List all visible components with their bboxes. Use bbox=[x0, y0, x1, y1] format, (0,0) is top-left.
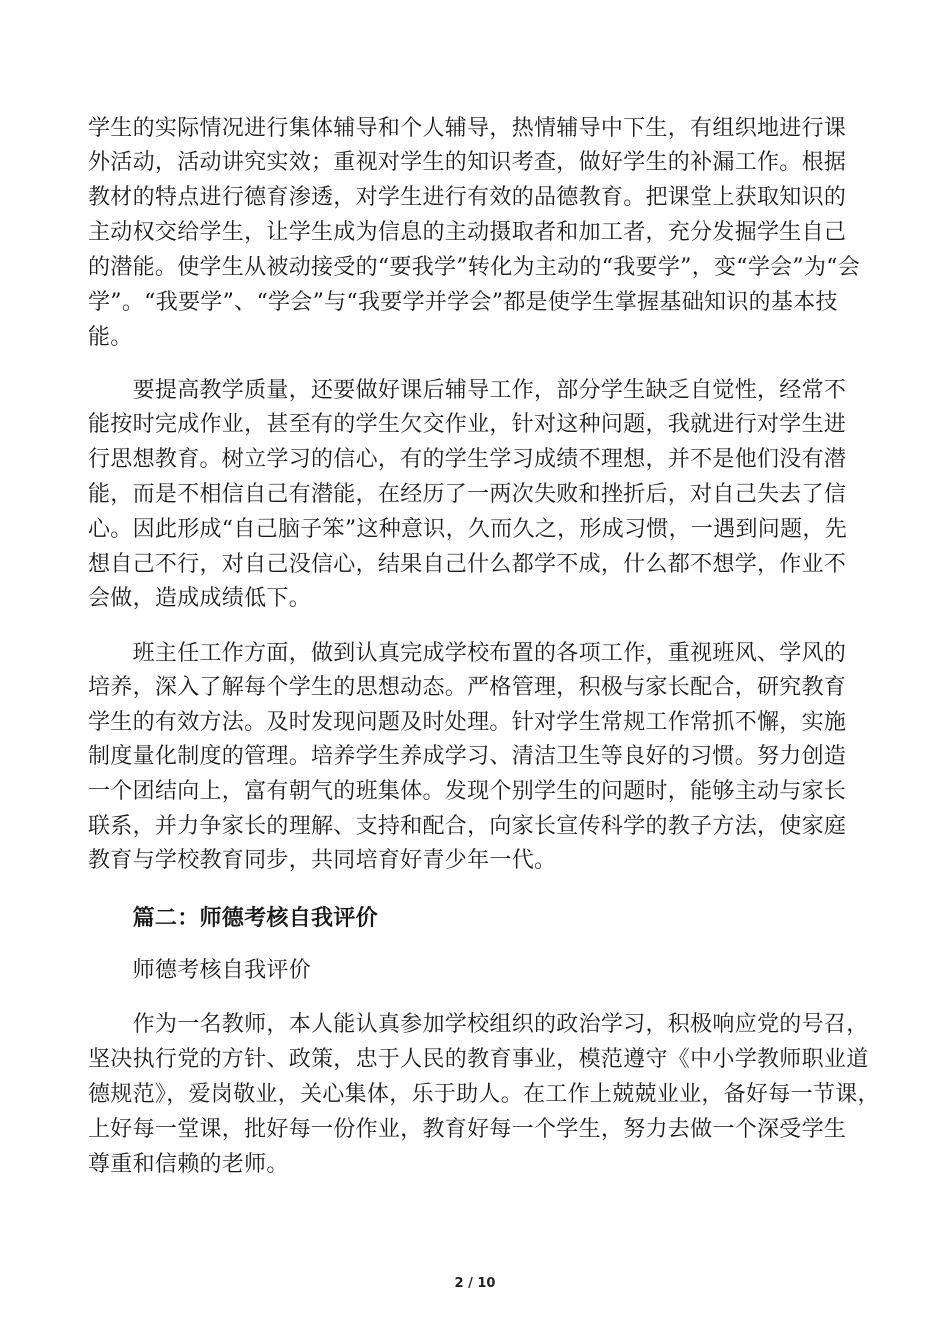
text-line: 能。 bbox=[88, 325, 133, 350]
text-line: 学”。“我要学”、“学会”与“我要学并学会”都是使学生掌握基础知识的基本技 bbox=[88, 290, 838, 315]
text-line: 主动权交给学生，让学生成为信息的主动摄取者和加工者，充分发掘学生自己 bbox=[88, 220, 847, 245]
text-line: 学生的有效方法。及时发现问题及时处理。针对学生常规工作常抓不懈，实施 bbox=[88, 710, 847, 735]
section-heading: 篇二：师德考核自我评价 bbox=[88, 905, 378, 931]
text-line: 行思想教育。树立学习的信心，有的学生学习成绩不理想，并不是他们没有潜 bbox=[88, 447, 847, 472]
text-line: 会做，造成成绩低下。 bbox=[88, 586, 312, 611]
text-line: 班主任工作方面，做到认真完成学校布置的各项工作，重视班风、学风的 bbox=[88, 641, 847, 666]
page-number: 2 / 10 bbox=[454, 1276, 496, 1291]
text-line: 想自己不行，对自己没信心，结果自己什么都学不成，什么都不想学，作业不 bbox=[88, 552, 847, 577]
text-line: 能，而是不相信自己有潜能，在经历了一两次失败和挫折后，对自己失去了信 bbox=[88, 482, 847, 507]
text-line: 作为一名教师，本人能认真参加学校组织的政治学习，积极响应党的号召， bbox=[88, 1012, 869, 1037]
text-line: 外活动，活动讲究实效；重视对学生的知识考查，做好学生的补漏工作。根据 bbox=[88, 150, 847, 175]
text-line: 联系，并力争家长的理解、支持和配合，向家长宣传科学的教子方法，使家庭 bbox=[88, 814, 847, 839]
text-line: 一个团结向上，富有朝气的班集体。发现个别学生的问题时，能够主动与家长 bbox=[88, 779, 847, 804]
text-line: 培养，深入了解每个学生的思想动态。严格管理，积极与家长配合，研究教育 bbox=[88, 675, 847, 700]
text-line: 教材的特点进行德育渗透，对学生进行有效的品德教育。把课堂上获取知识的 bbox=[88, 185, 847, 210]
text-line: 能按时完成作业，甚至有的学生欠交作业，针对这种问题，我就进行对学生进 bbox=[88, 412, 847, 437]
text-line: 学生的实际情况进行集体辅导和个人辅导，热情辅导中下生，有组织地进行课 bbox=[88, 116, 847, 141]
text-line: 心。因此形成“自己脑子笨”这种意识，久而久之，形成习惯，一遇到问题，先 bbox=[88, 517, 847, 542]
text-line: 制度量化制度的管理。培养学生养成学习、清洁卫生等良好的习惯。努力创造 bbox=[88, 744, 847, 769]
text-line: 坚决执行党的方针、政策，忠于人民的教育事业，模范遵守《中小学教师职业道 bbox=[88, 1047, 869, 1072]
text-line: 要提高教学质量，还要做好课后辅导工作，部分学生缺乏自觉性，经常不 bbox=[88, 378, 847, 403]
text-line: 德规范》，爱岗敬业，关心集体，乐于助人。在工作上兢兢业业，备好每一节课， bbox=[88, 1082, 880, 1107]
text-line: 教育与学校教育同步，共同培育好青少年一代。 bbox=[88, 848, 557, 873]
text-line: 的潜能。使学生从被动接受的“要我学”转化为主动的“我要学”，变“学会”为“会 bbox=[88, 255, 861, 280]
text-line: 尊重和信赖的老师。 bbox=[88, 1152, 289, 1177]
text-line: 上好每一堂课，批好每一份作业，教育好每一个学生，努力去做一个深受学生 bbox=[88, 1117, 847, 1142]
section-subtitle: 师德考核自我评价 bbox=[88, 958, 312, 983]
